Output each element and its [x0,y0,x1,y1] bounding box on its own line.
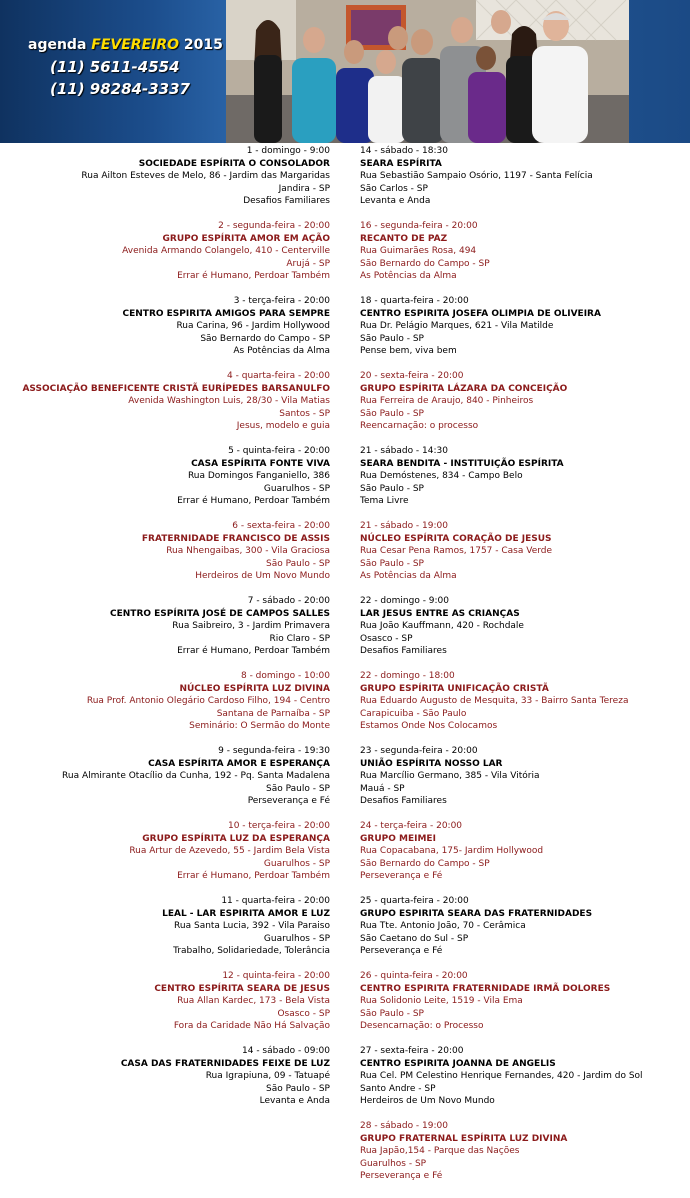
event-date: 24 - terça-feira - 20:00 [360,821,463,831]
event-lecture-title: Levanta e Anda [360,196,431,206]
schedule-entry [360,970,685,1045]
event-city: São Paulo - SP [360,1008,424,1019]
event-address: Rua Ferreira de Araujo, 840 - Pinheiros [360,396,534,406]
event-center-name: SOCIEDADE ESPÍRITA O CONSOLADOR [138,158,330,169]
event-center-name: CASA ESPÍRITA AMOR E ESPERANÇA [148,758,330,769]
event-lecture-title: Desafios Familiares [360,796,447,806]
event-address: Rua Demóstenes, 834 - Campo Belo [360,471,523,481]
event-center-name: CASA DAS FRATERNIDADES FEIXE DE LUZ [120,1058,330,1069]
schedule-entry [360,220,685,295]
event-lecture-title: Jesus, modelo e guia [236,421,330,431]
schedule-entry [360,520,685,595]
event-center-name: GRUPO MEIMEI [360,833,436,844]
schedule-entry [0,970,330,1045]
event-date: 2 - segunda-feira - 20:00 [218,221,330,231]
event-center-name: CASA ESPÍRITA FONTE VIVA [191,458,330,469]
event-lecture-title: Herdeiros de Um Novo Mundo [360,1096,495,1106]
event-address: Rua João Kauffmann, 420 - Rochdale [360,621,524,631]
event-city: Guarulhos - SP [360,1158,427,1169]
schedule-entry [360,370,685,445]
event-center-name: CENTRO ESPIRITA AMIGOS PARA SEMPRE [122,308,330,319]
agenda-label: agenda [28,37,87,53]
schedule-entry [360,445,685,520]
event-date: 22 - domingo - 18:00 [360,671,455,681]
event-lecture-title: Levanta e Anda [259,1096,330,1106]
event-center-name: NÚCLEO ESPÍRITA LUZ DIVINA [179,683,330,694]
event-lecture-title: Fora da Caridade Não Há Salvação [173,1021,330,1031]
event-address: Avenida Armando Colangelo, 410 - Centerville [122,246,330,256]
event-date: 14 - sábado - 18:30 [360,146,448,156]
schedule-entry [360,895,685,970]
event-address: Rua Cesar Pena Ramos, 1757 - Casa Verde [360,546,553,556]
event-city: São Paulo - SP [266,558,330,569]
event-date: 21 - sábado - 14:30 [360,446,448,456]
event-city: São Caetano do Sul - SP [360,933,469,944]
event-center-name: GRUPO ESPÍRITA LÁZARA DA CONCEIÇÃO [360,383,568,394]
event-address: Rua Dr. Pelágio Marques, 621 - Vila Matilde [360,321,554,331]
event-address: Rua Marcílio Germano, 385 - Vila Vitória [360,771,540,781]
schedule-entry [360,595,685,670]
event-lecture-title: Perseverança e Fé [360,946,443,956]
event-city: Carapicuiba - São Paulo [360,708,467,719]
event-lecture-title: Desafios Familiares [360,646,447,656]
event-center-name: SEARA BENDITA - INSTITUIÇÃO ESPÍRITA [360,458,564,469]
event-city: São Paulo - SP [360,408,424,419]
event-center-name: GRUPO ESPIRITA SEARA DAS FRATERNIDADES [360,908,593,919]
event-lecture-title: Tema Livre [360,496,409,506]
schedule-entry [0,295,330,370]
event-address: Rua Cel. PM Celestino Henrique Fernandes, 420 - Jardim do Sol [360,1071,643,1081]
event-center-name: LEAL - LAR ESPIRITA AMOR E LUZ [162,908,330,919]
agenda-year: 2015 [183,37,223,53]
agenda-month: FEVEREIRO [91,37,180,53]
event-date: 3 - terça-feira - 20:00 [233,296,330,306]
schedule-entry [360,1120,685,1195]
event-lecture-title: Errar é Humano, Perdoar Também [177,871,330,881]
event-city: Jandira - SP [278,183,330,194]
schedule-entry [0,895,330,970]
event-city: Osasco - SP [277,1008,330,1019]
event-date: 18 - quarta-feira - 20:00 [360,296,469,306]
event-city: Santo Andre - SP [360,1083,436,1094]
event-center-name: LAR JESUS ENTRE AS CRIANÇAS [360,608,520,619]
event-date: 27 - sexta-feira - 20:00 [360,1046,464,1056]
event-date: 21 - sábado - 19:00 [360,521,448,531]
event-address: Rua Nhengaibas, 300 - Vila Graciosa [166,546,330,556]
right-schedule-column [360,145,685,1195]
event-city: São Paulo - SP [266,783,330,794]
event-date: 9 - segunda-feira - 19:30 [218,746,330,756]
event-lecture-title: Desafios Familiares [243,196,330,206]
event-date: 1 - domingo - 9:00 [246,146,330,156]
event-center-name: CENTRO ESPÍRITA SEARA DE JESUS [154,983,330,994]
event-date: 12 - quinta-feira - 20:00 [222,971,330,981]
event-address: Rua Tte. Antonio João, 70 - Cerâmica [360,921,526,931]
event-city: São Paulo - SP [360,558,424,569]
event-lecture-title: As Potências da Alma [360,271,457,281]
event-city: São Bernardo do Campo - SP [360,858,490,869]
event-date: 6 - sexta-feira - 20:00 [232,521,330,531]
event-center-name: CENTRO ESPÍRITA JOSÉ DE CAMPOS SALLES [110,608,330,619]
event-city: Guarulhos - SP [263,858,330,869]
event-center-name: ASSOCIAÇÃO BENEFICENTE CRISTÃ EURÍPEDES BARSANULFO [22,383,330,394]
schedule-entry [0,445,330,520]
event-lecture-title: Pense bem, viva bem [360,346,457,356]
event-lecture-title: Perseverança e Fé [360,871,443,881]
event-city: São Paulo - SP [360,333,424,344]
event-address: Rua Sebastião Sampaio Osório, 1197 - Santa Felícia [360,171,593,181]
event-address: Rua Solidonio Leite, 1519 - Vila Ema [360,996,523,1006]
schedule-entry [360,745,685,820]
event-address: Rua Japão,154 - Parque das Nações [360,1146,520,1156]
event-lecture-title: Seminário: O Sermão do Monte [189,721,330,731]
event-date: 10 - terça-feira - 20:00 [227,821,330,831]
event-date: 26 - quinta-feira - 20:00 [360,971,468,981]
schedule-entry [0,670,330,745]
event-city: São Paulo - SP [360,483,424,494]
schedule-entry [360,145,685,220]
event-address: Rua Allan Kardec, 173 - Bela Vista [177,996,330,1006]
event-date: 14 - sábado - 09:00 [242,1046,330,1056]
event-center-name: CENTRO ESPIRITA JOANNA DE ANGELIS [360,1058,556,1069]
event-date: 28 - sábado - 19:00 [360,1121,448,1131]
event-address: Rua Copacabana, 175- Jardim Hollywood [360,846,544,856]
event-lecture-title: Perseverança e Fé [360,1171,443,1181]
event-date: 7 - sábado - 20:00 [247,596,330,606]
event-center-name: NÚCLEO ESPÍRITA CORAÇÃO DE JESUS [360,533,552,544]
group-photo-illustration [226,0,629,143]
event-date: 4 - quarta-feira - 20:00 [227,371,330,381]
phone-number-mobile: (11) 98284-3337 [50,80,190,98]
event-address: Rua Santa Lucia, 392 - Vila Paraiso [174,921,330,931]
event-center-name: GRUPO ESPÍRITA LUZ DA ESPERANÇA [142,833,330,844]
event-city: Santana de Parnaíba - SP [216,708,330,719]
schedule-entry [360,295,685,370]
schedule-entry [360,1045,685,1120]
event-center-name: RECANTO DE PAZ [360,233,448,244]
header-banner [0,0,690,143]
event-center-name: SEARA ESPÍRITA [360,158,442,169]
schedule-entry [360,820,685,895]
event-lecture-title: Desencarnação: o Processo [360,1021,484,1031]
event-city: Rio Claro - SP [269,633,330,644]
group-photo [226,0,629,143]
schedule-entry [0,595,330,670]
event-date: 16 - segunda-feira - 20:00 [360,221,478,231]
event-address: Rua Saibreiro, 3 - Jardim Primavera [172,621,330,631]
left-schedule-column [0,145,330,1120]
event-center-name: GRUPO ESPÍRITA UNIFICAÇÃO CRISTÃ [360,683,549,694]
event-address: Rua Carina, 96 - Jardim Hollywood [176,321,330,331]
event-address: Rua Almirante Otacílio da Cunha, 192 - Pq. Santa Madalena [62,771,330,781]
event-address: Rua Ailton Esteves de Melo, 86 - Jardim das Margaridas [81,171,330,181]
event-city: Osasco - SP [360,633,413,644]
event-lecture-title: Errar é Humano, Perdoar Também [177,646,330,656]
event-address: Rua Eduardo Augusto de Mesquita, 33 - Bairro Santa Tereza [360,696,629,706]
event-city: Santos - SP [279,408,330,419]
schedule-entry [0,220,330,295]
event-date: 11 - quarta-feira - 20:00 [221,896,330,906]
event-date: 22 - domingo - 9:00 [360,596,450,606]
schedule-entry [0,370,330,445]
event-city: Arujá - SP [286,258,330,269]
event-lecture-title: Errar é Humano, Perdoar Também [177,496,330,506]
event-lecture-title: Estamos Onde Nos Colocamos [360,721,498,731]
agenda-title [28,37,223,53]
event-city: Guarulhos - SP [263,933,330,944]
event-address: Rua Artur de Azevedo, 55 - Jardim Bela Vista [129,846,330,856]
event-lecture-title: As Potências da Alma [233,346,330,356]
event-center-name: CENTRO ESPIRITA FRATERNIDADE IRMÃ DOLORES [360,983,611,994]
event-center-name: UNIÃO ESPÍRITA NOSSO LAR [360,758,503,769]
event-date: 23 - segunda-feira - 20:00 [360,746,478,756]
schedule-entry [0,520,330,595]
event-date: 5 - quinta-feira - 20:00 [228,446,330,456]
event-city: São Bernardo do Campo - SP [200,333,330,344]
event-city: São Bernardo do Campo - SP [360,258,490,269]
event-city: São Carlos - SP [360,183,428,194]
schedule-entry [0,820,330,895]
event-address: Rua Igrapiuna, 09 - Tatuapé [205,1071,330,1081]
event-address: Rua Guimarães Rosa, 494 [360,246,477,256]
event-date: 8 - domingo - 10:00 [240,671,330,681]
event-center-name: GRUPO ESPÍRITA AMOR EM AÇÃO [162,233,330,244]
event-center-name: CENTRO ESPIRITA JOSEFA OLIMPIA DE OLIVEIRA [360,308,601,319]
event-city: Guarulhos - SP [263,483,330,494]
event-lecture-title: Trabalho, Solidariedade, Tolerância [173,946,330,956]
schedule-entry [0,1045,330,1120]
event-address: Rua Prof. Antonio Olegário Cardoso Filho, 194 - Centro [86,696,330,706]
event-address: Rua Domingos Fanganiello, 386 [187,471,330,481]
event-lecture-title: Reencarnação: o processo [360,421,479,431]
event-address: Avenida Washington Luis, 28/30 - Vila Matias [128,396,330,406]
schedule-entry [0,745,330,820]
event-date: 25 - quarta-feira - 20:00 [360,896,469,906]
event-center-name: GRUPO FRATERNAL ESPÍRITA LUZ DIVINA [360,1133,568,1144]
event-lecture-title: Errar é Humano, Perdoar Também [177,271,330,281]
event-date: 20 - sexta-feira - 20:00 [360,371,464,381]
event-lecture-title: Herdeiros de Um Novo Mundo [195,571,330,581]
schedule-entry [0,145,330,220]
event-center-name: FRATERNIDADE FRANCISCO DE ASSIS [141,533,330,544]
event-lecture-title: Perseverança e Fé [247,796,330,806]
schedule-entry [360,670,685,745]
phone-number-landline: (11) 5611-4554 [50,58,180,76]
event-city: Mauá - SP [360,783,405,794]
event-city: São Paulo - SP [266,1083,330,1094]
event-lecture-title: As Potências da Alma [360,571,457,581]
